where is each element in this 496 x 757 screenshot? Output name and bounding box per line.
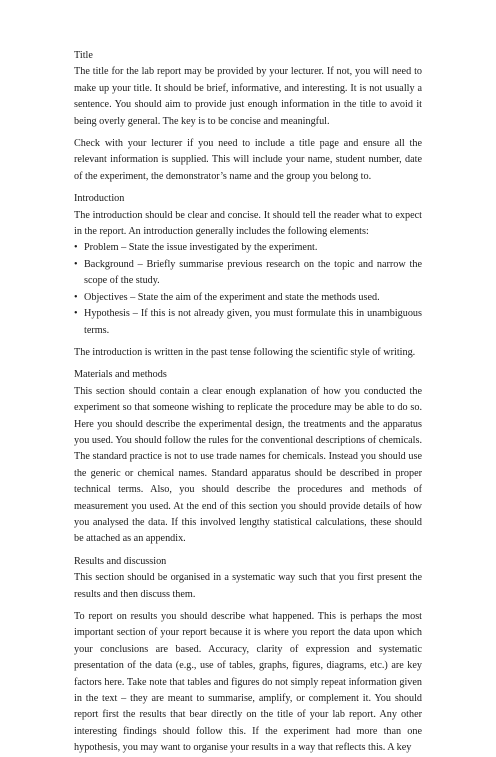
title-section (74, 48, 422, 185)
bullet-text: Objectives – State the aim of the experiment and state the methods used. (84, 291, 380, 303)
document-page (74, 48, 422, 757)
introduction-lead: The introduction should be clear and concise. It should tell the reader what to expect in the report. An introduction generally includes the following elements: (74, 209, 422, 238)
introduction-heading: Introduction (74, 193, 125, 205)
results-paragraph-2: To report on results you should describe what happened. This is perhaps the most important section of your report because it is where you report the data upon which your conclusions are based. Accuracy, clarity of expression and systematic presentation of the data (e.g., use of tables, graphs, figures, diagrams, etc.) are key factors here. Take note that tables and figures do not simply repeat information given in the text – they are meant to summarise, amplify, or complement it. You should report first the results that bear directly on the title of your lab report. Any other interesting findings should follow this. If the experiment had more than one hypothesis, you may want to organise your results in a way that reflects this. A key (74, 611, 422, 754)
title-paragraph-2: Check with your lecturer if you need to include a title page and ensure all the relevant information is supplied. This will include your name, student number, date of the experiment, the demonstrator’s name and the group you belong to. (74, 138, 422, 182)
bullet-icon: • (74, 242, 78, 254)
bullet-icon: • (74, 308, 78, 320)
title-heading: Title (74, 50, 93, 61)
title-paragraph-1: The title for the lab report may be provided by your lecturer. If not, you will need to make up your title. It should be brief, informative, and interesting. It is not usually a sentence. You should aim to provide just enough information in the title to avoid it being overly general. The key is to be concise and meaningful. (74, 66, 422, 127)
bullet-text: Hypothesis – If this is not already given, you must formulate this in unambiguous terms. (84, 308, 422, 336)
bullet-text: Problem – State the issue investigated by the experiment. (84, 242, 318, 254)
introduction-section (74, 191, 422, 361)
results-section (74, 554, 422, 757)
introduction-bullet-list (74, 240, 422, 338)
bullet-icon: • (74, 258, 78, 270)
list-item (74, 240, 422, 256)
materials-paragraph: This section should contain a clear enough explanation of how you conducted the experiment so that someone wishing to replicate the procedure may be able to do so. Here you should describe the experimental design, the treatments and the apparatus you used. You should follow the rules for the conventional descriptions of chemicals. The standard practice is not to use trade names for chemicals. Instead you should use the generic or chemical names. Standard apparatus should be described in proper technical terms. Also, you should describe the procedures and methods of measurement you used. At the end of this section you should provide details of how you analysed the data. If this involved lengthy statistical calculations, these should be attached as an appendix. (74, 385, 422, 545)
materials-section (74, 367, 422, 547)
bullet-text: Background – Briefly summarise previous research on the topic and narrow the scope of the study. (84, 258, 422, 287)
list-item (74, 290, 422, 306)
list-item (74, 306, 422, 339)
bullet-icon: • (74, 291, 78, 303)
results-heading: Results and discussion (74, 555, 167, 567)
list-item (74, 257, 422, 290)
results-paragraph-1: This section should be organised in a systematic way such that you first present the results and then discuss them. (74, 572, 422, 600)
materials-heading: Materials and methods (74, 369, 167, 381)
introduction-closing: The introduction is written in the past tense following the scientific style of writing. (74, 346, 416, 358)
